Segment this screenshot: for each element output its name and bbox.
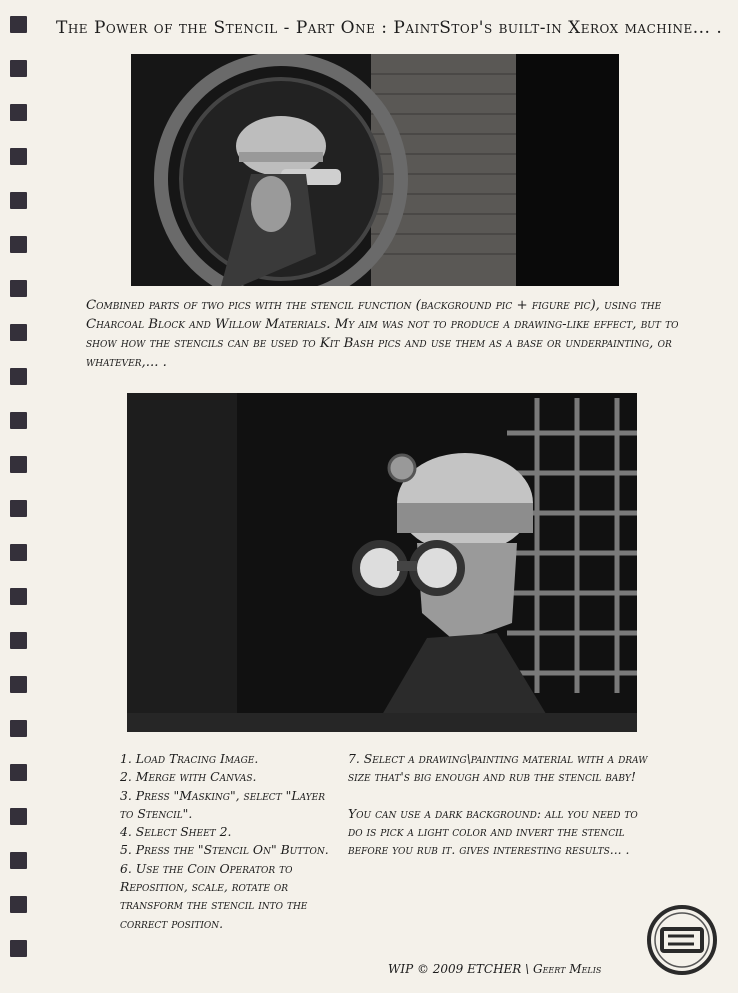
binding-hole	[10, 16, 27, 33]
binding-hole	[10, 192, 27, 209]
intro-paragraph: Combined parts of two pics with the stencil function (background pic + figure pic), using the Charcoal Block and Willow Materials. My aim was not to produce a drawing-like effect, but to show how the stencils can be used to Kit Bash pics and use them as a base or underpainting, or whatever,... .	[86, 298, 679, 370]
binding-hole	[10, 60, 27, 77]
step-item: 6. Use the Coin Operator to Reposition, scale, rotate or transform the stencil into the correct position.	[120, 860, 308, 931]
binding-hole	[10, 720, 27, 737]
step-item: 5. Press the "Stencil On" Button.	[120, 842, 329, 858]
binding-hole	[10, 764, 27, 781]
binding-hole	[10, 456, 27, 473]
right-column	[348, 750, 648, 877]
binding-hole	[10, 104, 27, 121]
charcoal-artwork-top	[131, 54, 619, 286]
binding-hole	[10, 148, 27, 165]
charcoal-artwork-bottom	[127, 393, 637, 732]
binding-hole	[10, 412, 27, 429]
binding-hole	[10, 896, 27, 913]
steps-list	[120, 750, 335, 933]
binding-hole	[10, 808, 27, 825]
binding-hole	[10, 588, 27, 605]
binding-hole	[10, 500, 27, 517]
binding-hole	[10, 544, 27, 561]
step-item: 4. Select Sheet 2.	[120, 824, 232, 840]
credit-line: WIP © 2009 ETCHER \ Geert Melis	[388, 962, 602, 976]
binding-hole	[10, 368, 27, 385]
dark-background-tip: You can use a dark background: all you need to do is pick a light color and invert the stencil before you rub it. gives interesting results... .	[348, 805, 638, 858]
etcher-logo	[646, 904, 718, 976]
binding-hole	[10, 940, 27, 957]
step-item: 1. Load Tracing Image.	[120, 751, 259, 766]
binding-hole	[10, 632, 27, 649]
binding-hole	[10, 324, 27, 341]
binding-hole	[10, 676, 27, 693]
binding-hole	[10, 236, 27, 253]
step-7: 7. Select a drawing\painting material with a draw size that's big enough and rub the stencil baby!	[348, 751, 648, 785]
step-item: 3. Press "Masking", select "Layer to Stencil".	[120, 787, 325, 821]
step-item: 2. Merge with Canvas.	[120, 769, 257, 785]
binding-hole	[10, 852, 27, 869]
page-title: The Power of the Stencil - Part One : PaintStop's built-in Xerox machine... .	[56, 18, 723, 38]
binding-hole	[10, 280, 27, 297]
binding-holes	[10, 16, 30, 984]
